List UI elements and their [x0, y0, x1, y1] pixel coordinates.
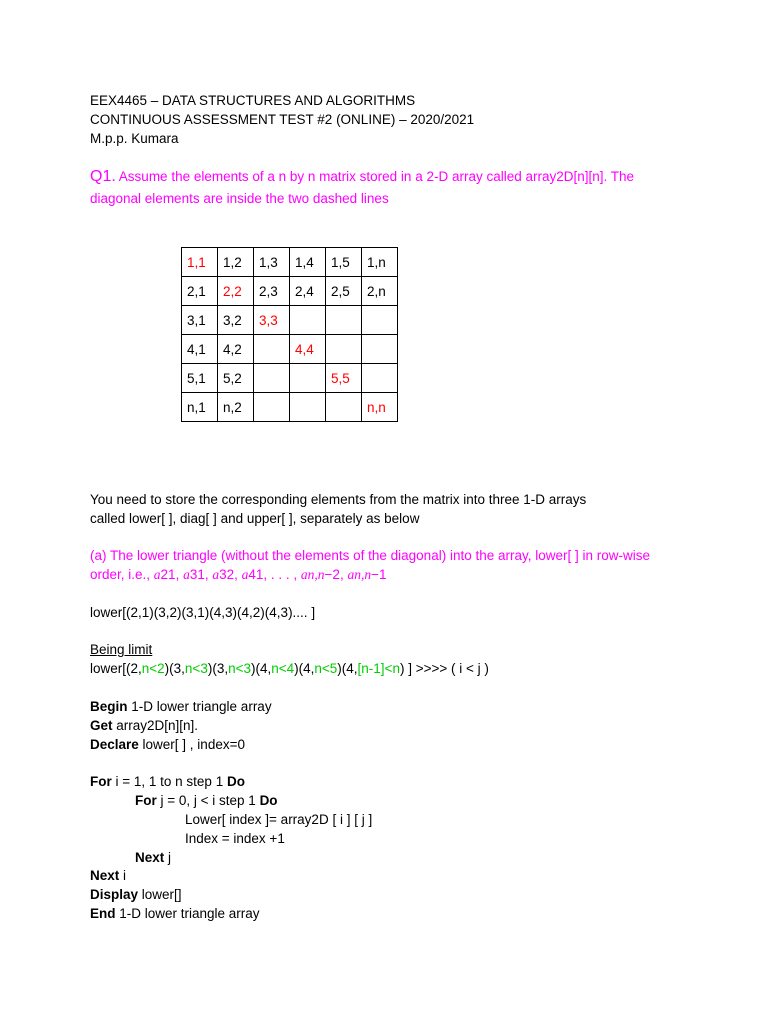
matrix-row: [182, 364, 398, 393]
matrix-cell: [326, 393, 362, 422]
matrix-cell: 2,n: [362, 277, 398, 306]
matrix-cell: 1,5: [326, 248, 362, 277]
matrix-cell: 4,2: [218, 335, 254, 364]
limit-line: lower[(2,n<2)(3,n<3)(3,n<3)(4,n<4)(4,n<5)(4,[n-1]<n) ] >>>> ( i < j ): [90, 661, 489, 676]
being-limit-heading: Being limit: [90, 642, 153, 657]
algo-get: Get array2D[n][n].: [90, 718, 199, 733]
matrix-cell: [362, 335, 398, 364]
matrix-cell: 2,1: [182, 277, 218, 306]
matrix-cell: 5,5: [326, 364, 362, 393]
matrix-cell: [290, 364, 326, 393]
algo-increment: Index = index +1: [185, 831, 285, 846]
matrix-cell: 1,1: [182, 248, 218, 277]
matrix-cell: [326, 306, 362, 335]
matrix-cell: 1,n: [362, 248, 398, 277]
matrix-cell: 3,3: [254, 306, 290, 335]
course-title: EEX4465 – DATA STRUCTURES AND ALGORITHMS: [90, 93, 416, 108]
question-1-line-2: diagonal elements are inside the two dashed lines: [90, 191, 389, 206]
matrix-cell: 1,3: [254, 248, 290, 277]
matrix-cell: [290, 306, 326, 335]
matrix-cell: [254, 364, 290, 393]
matrix-cell: 2,3: [254, 277, 290, 306]
matrix-row: [182, 335, 398, 364]
matrix-cell: [254, 393, 290, 422]
algo-for-j: For j = 0, j < i step 1 Do: [135, 793, 278, 808]
part-a-line-1: (a) The lower triangle (without the elements of the diagonal) into the array, lower[ ] in row-wise: [90, 548, 651, 563]
matrix-cell: 2,4: [290, 277, 326, 306]
question-text: Assume the elements of a n by n matrix stored in a 2-D array called array2D[n][n]. The: [115, 169, 635, 184]
matrix-cell: 3,2: [218, 306, 254, 335]
matrix-row: [182, 248, 398, 277]
matrix-cell: [290, 393, 326, 422]
matrix-row: [182, 277, 398, 306]
test-title: CONTINUOUS ASSESSMENT TEST #2 (ONLINE) – 2020/2021: [90, 112, 475, 127]
matrix-cell: n,2: [218, 393, 254, 422]
matrix-cell: 4,4: [290, 335, 326, 364]
intro-line-2: called lower[ ], diag[ ] and upper[ ], separately as below: [90, 511, 420, 526]
question-label: Q1.: [90, 168, 116, 185]
matrix-cell: 5,1: [182, 364, 218, 393]
algo-declare: Declare lower[ ] , index=0: [90, 737, 245, 752]
matrix-cell: [362, 364, 398, 393]
matrix-cell: 5,2: [218, 364, 254, 393]
matrix-cell: 3,1: [182, 306, 218, 335]
matrix-table: [181, 247, 398, 422]
part-a-line-2: order, i.e., a21, a31, a32, a41, . . . , an,n−2, an,n−1: [90, 567, 387, 582]
matrix-cell: [254, 335, 290, 364]
matrix-cell: [362, 306, 398, 335]
algo-next-j: Next j: [135, 850, 172, 865]
algo-assign: Lower[ index ]= array2D [ i ] [ j ]: [185, 812, 373, 827]
author-name: M.p.p. Kumara: [90, 131, 179, 146]
algo-begin: Begin 1-D lower triangle array: [90, 699, 272, 714]
matrix-cell: n,1: [182, 393, 218, 422]
matrix-cell: 4,1: [182, 335, 218, 364]
algo-for-i: For i = 1, 1 to n step 1 Do: [90, 774, 245, 789]
matrix-cell: 1,4: [290, 248, 326, 277]
matrix-cell: 2,5: [326, 277, 362, 306]
algo-end: End 1-D lower triangle array: [90, 906, 260, 921]
matrix-cell: 2,2: [218, 277, 254, 306]
matrix-cell: n,n: [362, 393, 398, 422]
matrix-cell: [326, 335, 362, 364]
question-1-line-1: [90, 168, 634, 186]
lower-array-line: lower[(2,1)(3,2)(3,1)(4,3)(4,2)(4,3).... ]: [90, 605, 316, 620]
intro-line-1: You need to store the corresponding elements from the matrix into three 1-D arrays: [90, 492, 587, 507]
matrix-row: [182, 393, 398, 422]
matrix-row: [182, 306, 398, 335]
matrix-cell: 1,2: [218, 248, 254, 277]
algo-next-i: Next i: [90, 868, 127, 883]
algo-display: Display lower[]: [90, 887, 182, 902]
